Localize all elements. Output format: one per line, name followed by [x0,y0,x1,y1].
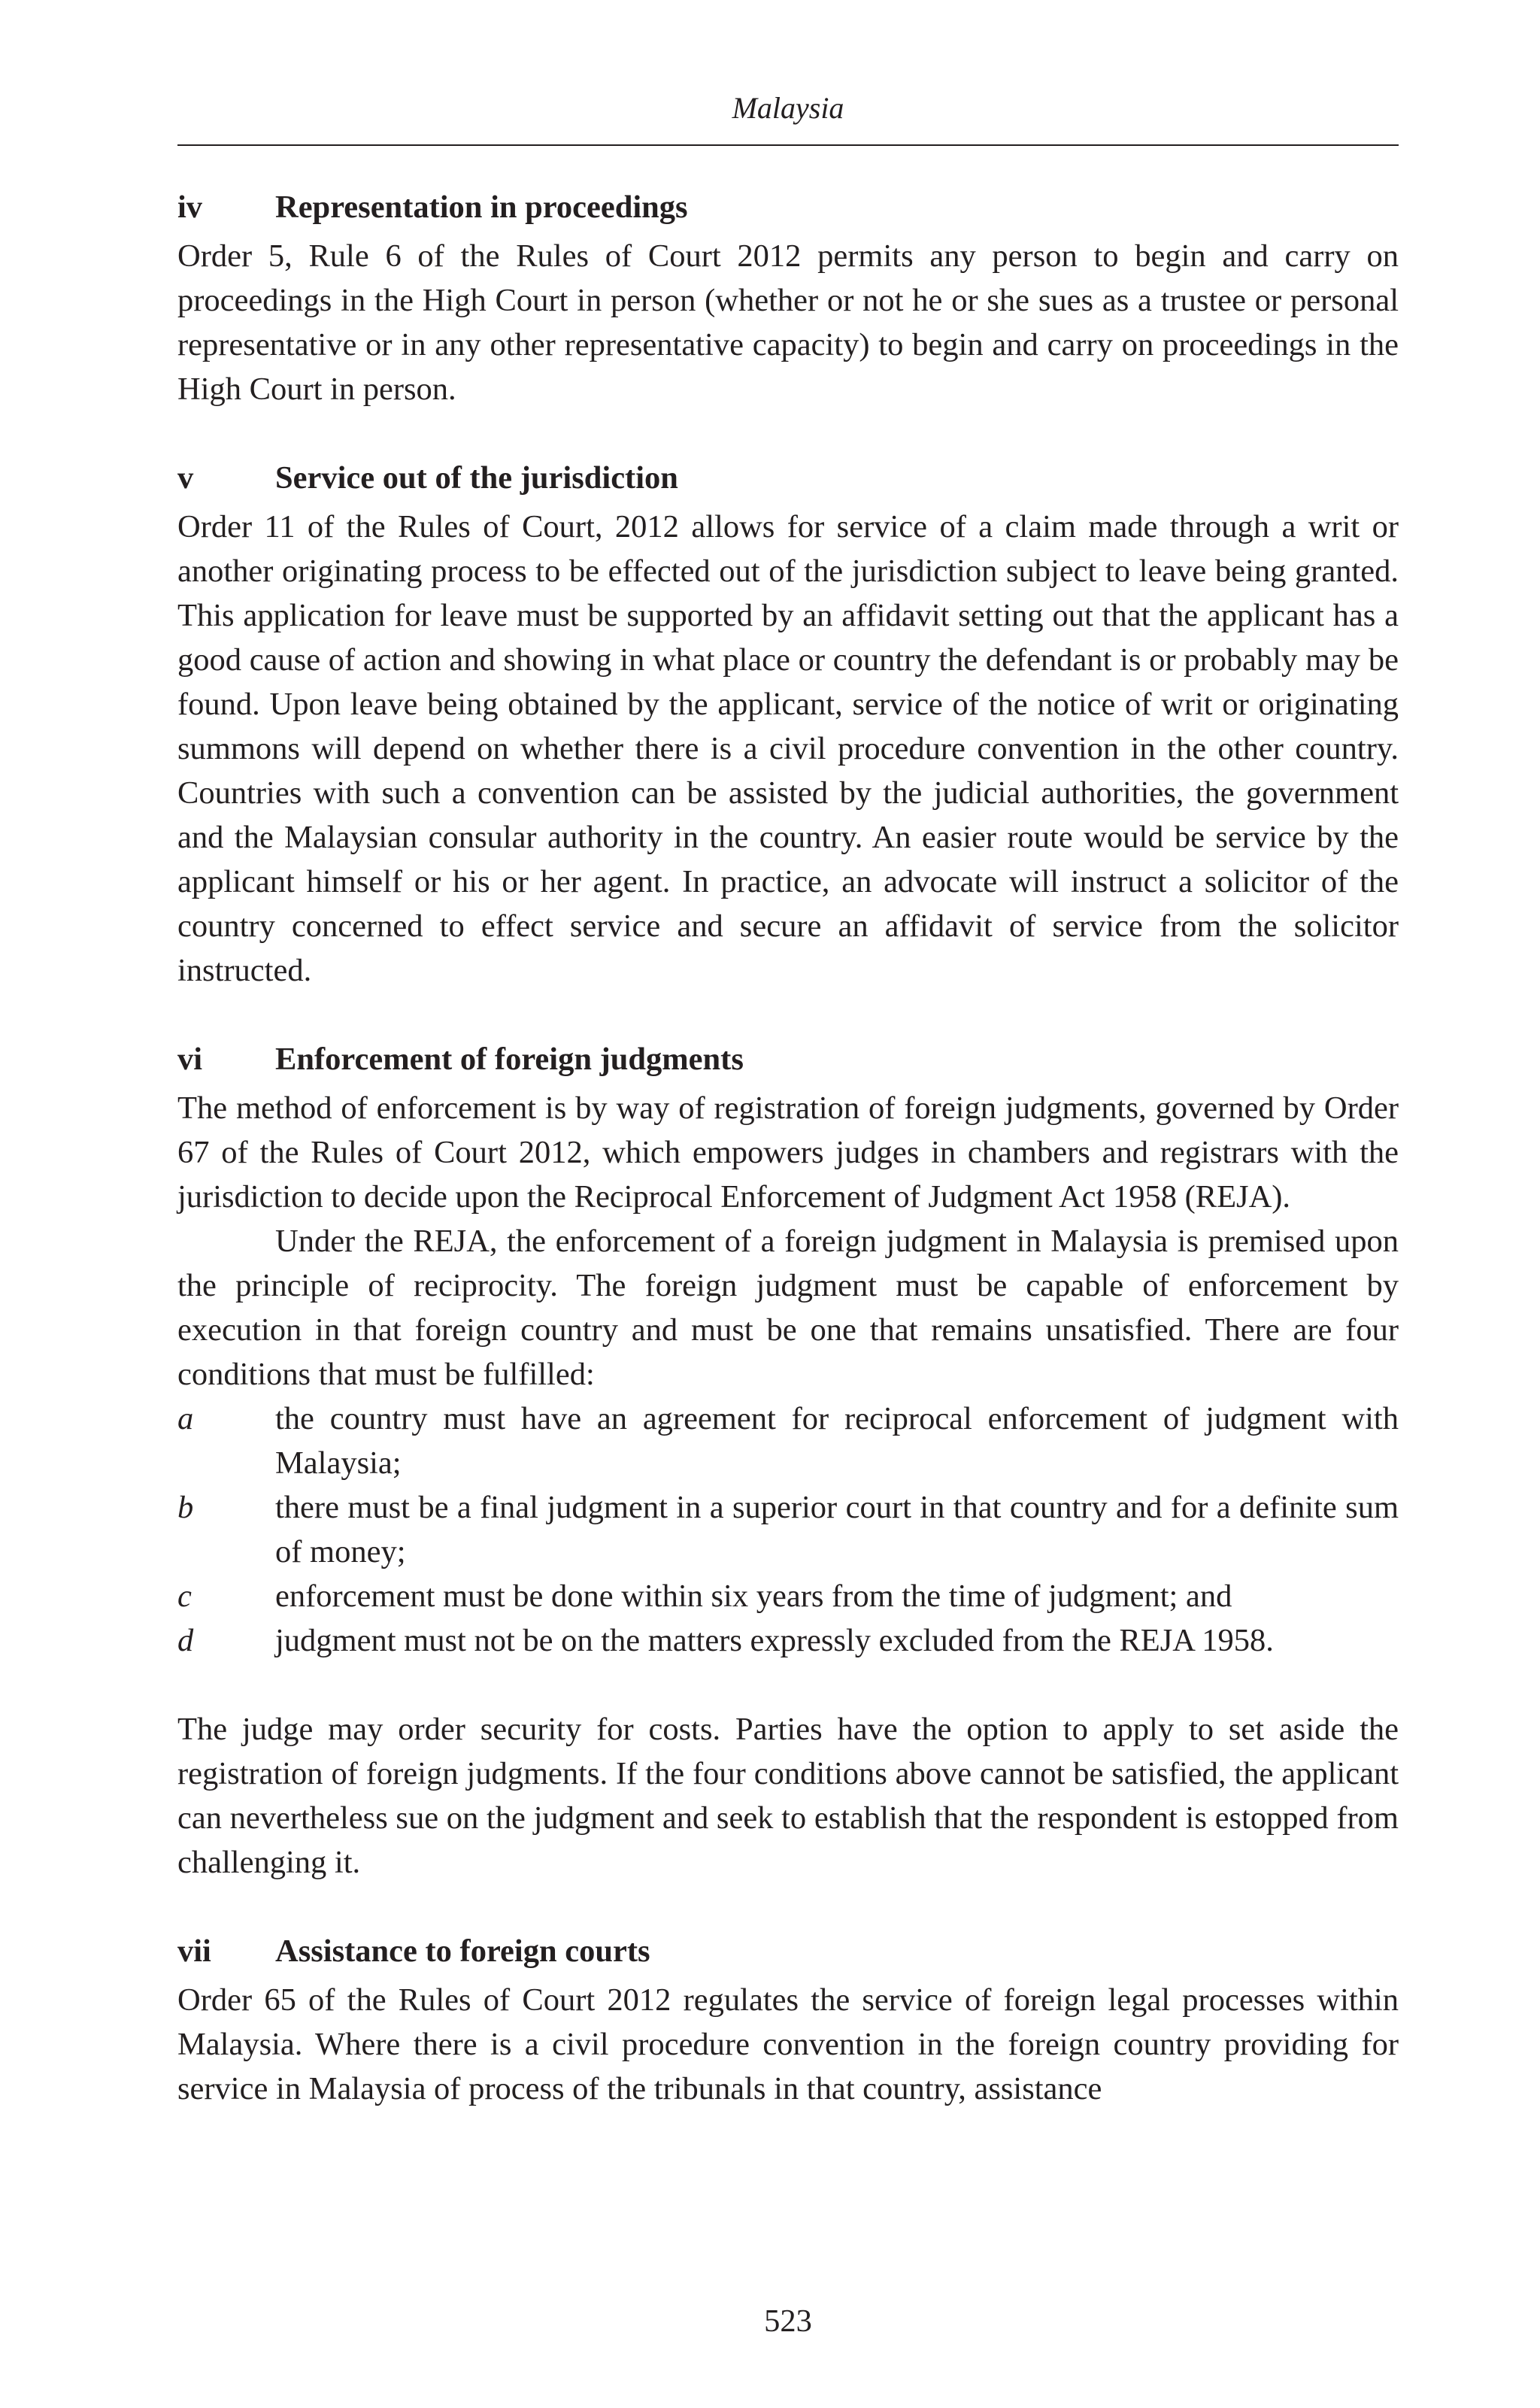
section-heading [177,456,1399,500]
page-number: 523 [764,2303,812,2339]
list-item-letter: b [177,1490,194,1525]
conditions-list [177,1397,1399,1663]
list-item-text: there must be a final judgment in a superior court in that country and for a definite sum of money; [275,1490,1399,1569]
book-page [177,0,1399,2408]
list-item [177,1574,1399,1618]
list-item-text: enforcement must be done within six years from the time of judgment; and [275,1579,1232,1614]
paragraph: Order 11 of the Rules of Court, 2012 allows for service of a claim made through a writ or another originating process to be effected out of the jurisdiction subject to leave being granted. This application for leave must be supported by an affidavit setting out that the applicant has a good cause of action and showing in what place or country the defendant is or probably may be found. Upon leave being obtained by the applicant, service of the notice of writ or originating summons will depend on whether there is a civil procedure convention in the other country. Countries with such a convention can be assisted by the judicial authorities, the government and the Malaysian consular authority in the country. An easier route would be service by the applicant himself or his or her agent. In practice, an advocate will instruct a solicitor of the country concerned to effect service and secure an affidavit of service from the solicitor instructed. [177,509,1399,988]
section-title: Enforcement of foreign judgments [275,1042,744,1077]
paragraph: The judge may order security for costs. Parties have the option to apply to set aside the registration of foreign judgments. If the four conditions above cannot be satisfied, the applicant can nevertheless sue on the judgment and seek to establish that the respondent is estopped from challenging it. [177,1712,1399,1880]
running-header: Malaysia [732,91,844,125]
section-service-out [177,456,1399,993]
list-item-text: the country must have an agreement for reciprocal enforcement of judgment with Malaysia; [275,1401,1399,1481]
list-item-text: judgment must not be on the matters expressly excluded from the REJA 1958. [275,1623,1274,1658]
list-item-letter: c [177,1579,192,1614]
section-number: vi [177,1042,203,1077]
list-item-letter: a [177,1401,194,1436]
paragraph: The method of enforcement is by way of registration of foreign judgments, governed by Order 67 of the Rules of Court 2012, which empowers judges in chambers and registrars with the jurisdiction to decide upon the Reciprocal Enforcement of Judgment Act 1958 (REJA). [177,1090,1399,1215]
section-title: Service out of the jurisdiction [275,460,678,496]
header-rule [177,144,1399,146]
section-title: Assistance to foreign courts [275,1933,650,1969]
paragraph: Order 65 of the Rules of Court 2012 regulates the service of foreign legal processes within Malaysia. Where there is a civil procedure convention in the foreign country providing for service in Malaysia of process of the tribunals in that country, assistance [177,1982,1399,2106]
section-assistance [177,1929,1399,2111]
body-text [177,185,1399,2111]
section-representation [177,185,1399,411]
section-heading [177,1929,1399,1973]
list-item-letter: d [177,1623,194,1658]
section-number: vii [177,1933,211,1969]
section-enforcement [177,1037,1399,1885]
section-number: v [177,460,194,496]
paragraph: Under the REJA, the enforcement of a foreign judgment in Malaysia is premised upon the principle of reciprocity. The foreign judgment must be capable of enforcement by execution in that foreign country and must be one that remains unsatisfied. There are four conditions that must be fulfilled: [177,1224,1399,1392]
section-number: iv [177,190,203,225]
list-item [177,1397,1399,1485]
section-heading [177,185,1399,229]
section-title: Representation in proceedings [275,190,688,225]
list-item [177,1485,1399,1574]
paragraph: Order 5, Rule 6 of the Rules of Court 2012 permits any person to begin and carry on proceedings in the High Court in person (whether or not he or she sues as a trustee or personal representative or in any other representative capacity) to begin and carry on proceedings in the High Court in person. [177,238,1399,407]
list-item [177,1618,1399,1663]
section-heading [177,1037,1399,1081]
